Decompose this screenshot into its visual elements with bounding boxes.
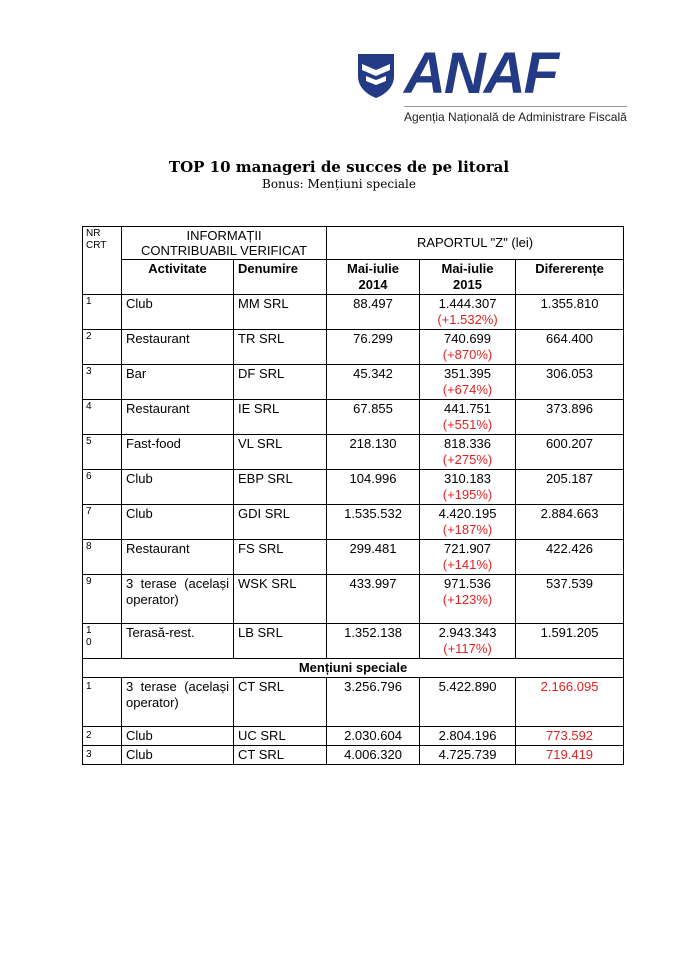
cell-nr: 2 (83, 727, 122, 746)
cell-denumire: EBP SRL (234, 470, 327, 505)
results-table (82, 226, 624, 765)
header-diferente: Difererențe (516, 260, 624, 295)
cell-2014: 76.299 (327, 330, 420, 365)
cell-activitate: Club (122, 505, 234, 540)
cell-nr: 1 (83, 295, 122, 330)
header-raport-z: RAPORTUL "Z" (lei) (327, 227, 624, 260)
table-row (83, 470, 624, 505)
value-2015: 1.444.307 (438, 296, 497, 311)
cell-diferente: 306.053 (516, 365, 624, 400)
cell-denumire: FS SRL (234, 540, 327, 575)
cell-denumire: CT SRL (234, 678, 327, 727)
cell-activitate: Terasă-rest. (122, 624, 234, 659)
cell-nr: 9 (83, 575, 122, 624)
cell-denumire: DF SRL (234, 365, 327, 400)
cell-nr: 8 (83, 540, 122, 575)
table-row (83, 365, 624, 400)
logo-subtitle: Agenția Națională de Administrare Fiscală (404, 106, 627, 124)
header-denumire: Denumire (234, 260, 327, 295)
cell-2015 (420, 505, 516, 540)
cell-denumire: UC SRL (234, 727, 327, 746)
table-row (83, 330, 624, 365)
cell-diferente: 600.207 (516, 435, 624, 470)
cell-denumire: LB SRL (234, 624, 327, 659)
cell-2014: 1.535.532 (327, 505, 420, 540)
cell-2014: 2.030.604 (327, 727, 420, 746)
logo-wordmark: ANAF (404, 41, 558, 106)
cell-2015: 5.422.890 (420, 678, 516, 727)
growth-percent: (+141%) (442, 557, 493, 572)
table-row (83, 575, 624, 624)
value-2015: 740.699 (444, 331, 492, 346)
cell-denumire: IE SRL (234, 400, 327, 435)
header-nr-crt: NR CRT (83, 227, 122, 295)
cell-diferente: 1.591.205 (516, 624, 624, 659)
cell-2015 (420, 435, 516, 470)
cell-denumire: CT SRL (234, 746, 327, 765)
cell-2015 (420, 540, 516, 575)
cell-activitate: Restaurant (122, 400, 234, 435)
header-info-contribuabil: INFORMAȚII CONTRIBUABIL VERIFICAT (122, 227, 327, 260)
cell-2015: 4.725.739 (420, 746, 516, 765)
cell-2015 (420, 400, 516, 435)
cell-2014: 4.006.320 (327, 746, 420, 765)
growth-percent: (+674%) (442, 382, 493, 397)
cell-2015 (420, 575, 516, 624)
cell-diferente: 719.419 (516, 746, 624, 765)
cell-2014: 67.855 (327, 400, 420, 435)
special-header-row (83, 659, 624, 678)
cell-nr: 5 (83, 435, 122, 470)
growth-percent: (+551%) (442, 417, 493, 432)
special-header: Mențiuni speciale (83, 659, 624, 678)
cell-2014: 218.130 (327, 435, 420, 470)
cell-activitate: Restaurant (122, 330, 234, 365)
growth-percent: (+275%) (442, 452, 493, 467)
cell-activitate: Club (122, 295, 234, 330)
cell-2014: 104.996 (327, 470, 420, 505)
cell-2015 (420, 330, 516, 365)
page-title: TOP 10 manageri de succes de pe litoral (168, 158, 510, 176)
header-2014: Mai-iulie 2014 (327, 260, 420, 295)
cell-2014: 1.352.138 (327, 624, 420, 659)
value-2015: 441.751 (444, 401, 492, 416)
table-row (83, 624, 624, 659)
cell-nr: 3 (83, 746, 122, 765)
shield-icon (356, 52, 396, 100)
cell-nr: 3 (83, 365, 122, 400)
table-row (83, 295, 624, 330)
cell-diferente: 373.896 (516, 400, 624, 435)
header-row-2 (83, 260, 624, 295)
value-2015: 351.395 (444, 366, 492, 381)
value-2015: 2.943.343 (438, 625, 497, 640)
cell-diferente: 1.355.810 (516, 295, 624, 330)
cell-diferente: 2.166.095 (516, 678, 624, 727)
cell-diferente: 664.400 (516, 330, 624, 365)
growth-percent: (+195%) (442, 487, 493, 502)
cell-activitate: Fast-food (122, 435, 234, 470)
cell-nr: 1 0 (83, 624, 122, 659)
cell-nr: 6 (83, 470, 122, 505)
growth-percent: (+187%) (442, 522, 493, 537)
cell-activitate: Club (122, 470, 234, 505)
table-row (83, 505, 624, 540)
cell-activitate: 3 terase (același operator) (122, 678, 234, 727)
cell-2014: 433.997 (327, 575, 420, 624)
cell-nr: 1 (83, 678, 122, 727)
value-2015: 4.420.195 (438, 506, 497, 521)
cell-diferente: 2.884.663 (516, 505, 624, 540)
special-row (83, 678, 624, 727)
cell-activitate: Club (122, 746, 234, 765)
cell-diferente: 773.592 (516, 727, 624, 746)
special-row (83, 727, 624, 746)
value-2015: 971.536 (444, 576, 492, 591)
cell-denumire: WSK SRL (234, 575, 327, 624)
cell-diferente: 205.187 (516, 470, 624, 505)
cell-2014: 3.256.796 (327, 678, 420, 727)
cell-2015 (420, 624, 516, 659)
cell-2014: 45.342 (327, 365, 420, 400)
growth-percent: (+1.532%) (437, 312, 498, 327)
cell-2015 (420, 470, 516, 505)
header-activitate: Activitate (122, 260, 234, 295)
cell-activitate: Bar (122, 365, 234, 400)
value-2015: 721.907 (444, 541, 492, 556)
cell-nr: 2 (83, 330, 122, 365)
growth-percent: (+870%) (442, 347, 493, 362)
page-subtitle: Bonus: Mențiuni speciale (262, 177, 416, 191)
value-2015: 818.336 (444, 436, 492, 451)
cell-denumire: MM SRL (234, 295, 327, 330)
anaf-logo (356, 41, 627, 124)
cell-diferente: 537.539 (516, 575, 624, 624)
cell-2015 (420, 365, 516, 400)
cell-denumire: VL SRL (234, 435, 327, 470)
cell-2015: 2.804.196 (420, 727, 516, 746)
cell-activitate: Restaurant (122, 540, 234, 575)
cell-activitate: Club (122, 727, 234, 746)
cell-2015 (420, 295, 516, 330)
special-row (83, 746, 624, 765)
value-2015: 310.183 (444, 471, 492, 486)
cell-2014: 299.481 (327, 540, 420, 575)
cell-2014: 88.497 (327, 295, 420, 330)
header-2015: Mai-iulie 2015 (420, 260, 516, 295)
cell-nr: 4 (83, 400, 122, 435)
table-row (83, 435, 624, 470)
cell-diferente: 422.426 (516, 540, 624, 575)
header-row-1 (83, 227, 624, 260)
cell-denumire: GDI SRL (234, 505, 327, 540)
cell-denumire: TR SRL (234, 330, 327, 365)
table-row (83, 400, 624, 435)
cell-activitate: 3 terase (același operator) (122, 575, 234, 624)
growth-percent: (+117%) (443, 641, 492, 656)
table-row (83, 540, 624, 575)
growth-percent: (+123%) (442, 592, 493, 607)
cell-nr: 7 (83, 505, 122, 540)
